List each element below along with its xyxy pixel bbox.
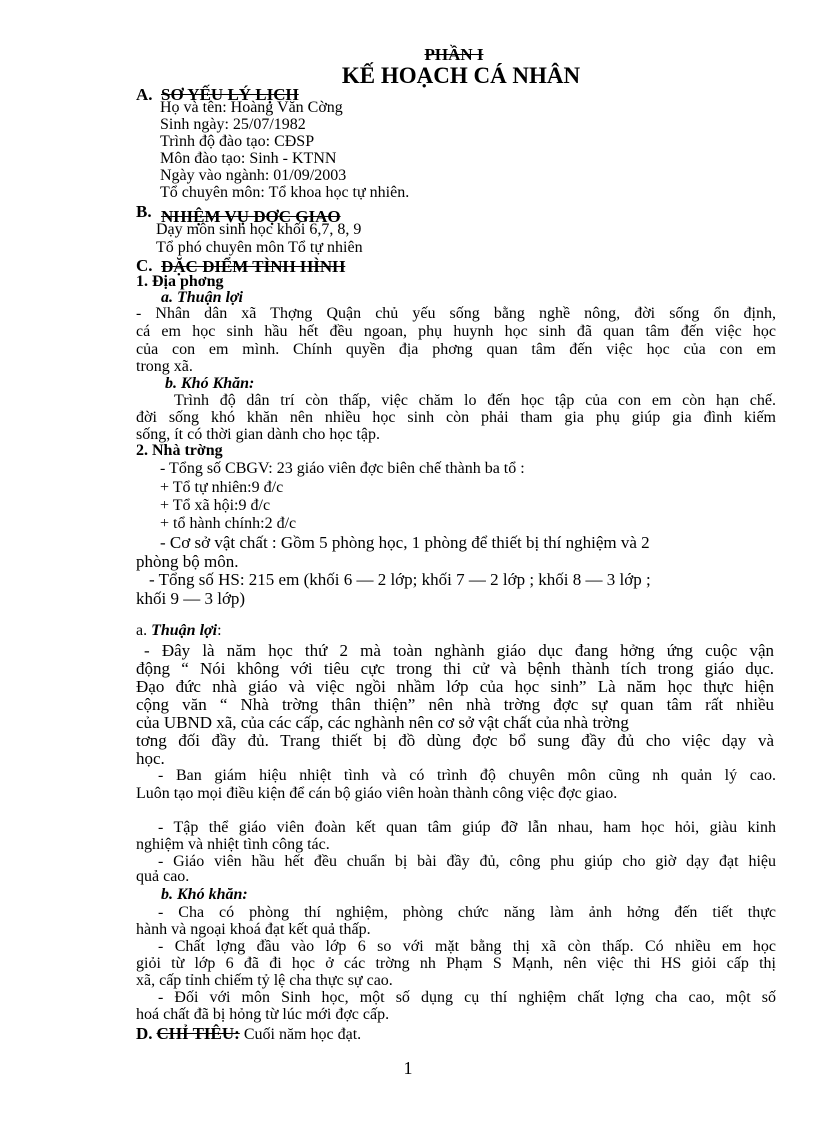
school-heading: 2. Nhà trờng xyxy=(136,442,223,459)
paragraph-line: tơng đối đầy đủ. Trang thiết bị đồ dùng đợc bổ sung đầy đủ cho việc dạy và xyxy=(136,731,774,750)
duty-line: Dạy môn sinh học khối 6,7, 8, 9 xyxy=(156,221,362,238)
section-a-heading: SƠ YẾU LÝ LỊCH xyxy=(161,85,299,104)
paragraph-line: động “ Nói không với tiêu cực trong thi cử và bệnh thành tích trong giáo dục. xyxy=(136,659,774,678)
document-title: KẾ HOẠCH CÁ NHÂN xyxy=(341,63,581,88)
paragraph-line: hoá chất đã bị hỏng từ lúc mới đợc cấp. xyxy=(136,1006,390,1023)
section-c-letter: C. xyxy=(136,256,153,275)
part-label: PHẦN I xyxy=(424,45,484,64)
paragraph-line: trong xã. xyxy=(136,358,193,375)
profile-major: Môn đào tạo: Sinh - KTNN xyxy=(160,150,337,167)
paragraph-line: quả cao. xyxy=(136,868,190,885)
section-d-text: Cuối năm học đạt. xyxy=(239,1026,362,1043)
paragraph-line: của con em mình. Chính quyền địa phơng quan tâm đến việc học của con em xyxy=(136,341,776,358)
profile-birthdate: Sinh ngày: 25/07/1982 xyxy=(160,116,306,133)
paragraph-line: - Chất lợng đầu vào lớp 6 so với mặt bằng thị xã còn thấp. Có nhiều em học xyxy=(158,938,776,955)
locality-advantages-heading: a. Thuận lợi xyxy=(161,289,243,306)
paragraph-line: - Đây là năm học thứ 2 mà toàn nghành giáo dục đang hởng ứng cuộc vận xyxy=(144,641,774,660)
paragraph-line: - Giáo viên hầu hết đều chuẩn bị bài đầy đủ, công phu giúp cho giờ dạy đạt hiệu xyxy=(158,853,776,870)
paragraph-line: đời sống khó khăn nên nhiều học sinh còn phải tham gia phụ giúp gia đình kiếm xyxy=(136,409,776,426)
section-c-heading: ĐẶC ĐIỂM TÌNH HÌNH xyxy=(161,257,346,276)
locality-heading: 1. Địa phơng xyxy=(136,273,224,290)
paragraph-line: - Cha có phòng thí nghiệm, phòng chức năng làm ảnh hởng đến tiết thực xyxy=(158,904,776,921)
section-d-letter: D. xyxy=(136,1024,153,1043)
school-staff-total: - Tổng số CBGV: 23 giáo viên đợc biên chế thành ba tổ : xyxy=(160,460,525,477)
paragraph-line: nghiệm và nhiệt tình công tác. xyxy=(136,836,330,853)
school-advantages-heading: a. Thuận lợi: xyxy=(136,622,222,639)
paragraph-line: giỏi từ lớp 6 đã đi học ở các trờng nh Phạm S Mạnh, nên việc thi HS giỏi cấp thị xyxy=(136,955,776,972)
paragraph-line: - Ban giám hiệu nhiệt tình và có trình độ chuyên môn cũng nh quản lý cao. xyxy=(158,767,776,784)
paragraph-line: - Đối với môn Sinh học, một số dụng cụ thí nghiệm chất lợng cha cao, một số xyxy=(158,989,776,1006)
paragraph-line: Đạo đức nhà giáo và việc ngồi nhầm lớp của học sinh” Là năm học thực hiện xyxy=(136,677,774,696)
paragraph-line: hành và ngoại khoá đạt kết quả thấp. xyxy=(136,921,371,938)
paragraph-line: cộng văn “ Nhà trờng thân thiện” nên nhà trờng đợc sự quan tâm rất nhiều xyxy=(136,695,774,714)
school-facilities: phòng bộ môn. xyxy=(136,552,239,571)
school-staff-group: + Tổ tự nhiên:9 đ/c xyxy=(160,479,284,496)
duty-line: Tổ phó chuyên môn Tổ tự nhiên xyxy=(156,239,363,256)
section-a-letter: A. xyxy=(136,85,153,104)
paragraph-line: - Nhân dân xã Thợng Quận chủ yếu sống bằng nghề nông, đời sống ổn định, xyxy=(136,305,776,322)
paragraph-line: Trình độ dân trí còn thấp, việc chăm lo đến học tập của con em còn hạn chế. xyxy=(174,392,776,409)
paragraph-line: - Tập thể giáo viên đoàn kết quan tâm giúp đỡ lẫn nhau, ham học hỏi, giàu kinh xyxy=(158,819,776,836)
page-number: 1 xyxy=(403,1058,413,1078)
profile-department: Tổ chuyên môn: Tổ khoa học tự nhiên. xyxy=(160,184,410,201)
school-difficulties-heading: b. Khó khăn: xyxy=(161,886,248,903)
paragraph-line: xã, cấp tỉnh chiếm tỷ lệ cha thực sự cao. xyxy=(136,972,393,989)
paragraph-line: sống, ít có thời gian dành cho học tập. xyxy=(136,426,380,443)
school-staff-group: + Tổ xã hội:9 đ/c xyxy=(160,497,271,514)
section-d xyxy=(136,1025,361,1043)
school-staff-group: + tổ hành chính:2 đ/c xyxy=(160,515,297,532)
locality-difficulties-heading: b. Khó Khăn: xyxy=(165,375,255,392)
profile-education: Trình độ đào tạo: CĐSP xyxy=(160,133,315,150)
school-students: khối 9 — 3 lớp) xyxy=(136,589,246,608)
school-facilities: - Cơ sở vật chất : Gồm 5 phòng học, 1 phòng để thiết bị thí nghiệm và 2 xyxy=(160,533,650,552)
section-b-heading: NHIỆM VỤ ĐỢC GIAO xyxy=(161,207,341,226)
paragraph-line: Luôn tạo mọi điều kiện để cán bộ giáo viên hoàn thành công việc đợc giao. xyxy=(136,785,618,802)
section-b-letter: B. xyxy=(136,202,152,221)
paragraph-line: của UBND xã, của các cấp, các nghành nên cơ sở vật chất của nhà trờng xyxy=(136,713,629,732)
section-d-heading: CHỈ TIÊU: xyxy=(156,1024,240,1043)
profile-start-date: Ngày vào ngành: 01/09/2003 xyxy=(160,167,347,184)
school-students: - Tổng số HS: 215 em (khối 6 — 2 lớp; khối 7 — 2 lớp ; khối 8 — 3 lớp ; xyxy=(149,570,651,589)
paragraph-line: học. xyxy=(136,749,165,768)
profile-name: Họ và tên: Hoàng Văn Cờng xyxy=(160,99,343,116)
paragraph-line: cá em học sinh hầu hết đều ngoan, phụ huynh học sinh đã quan tâm đến việc học xyxy=(136,323,776,340)
